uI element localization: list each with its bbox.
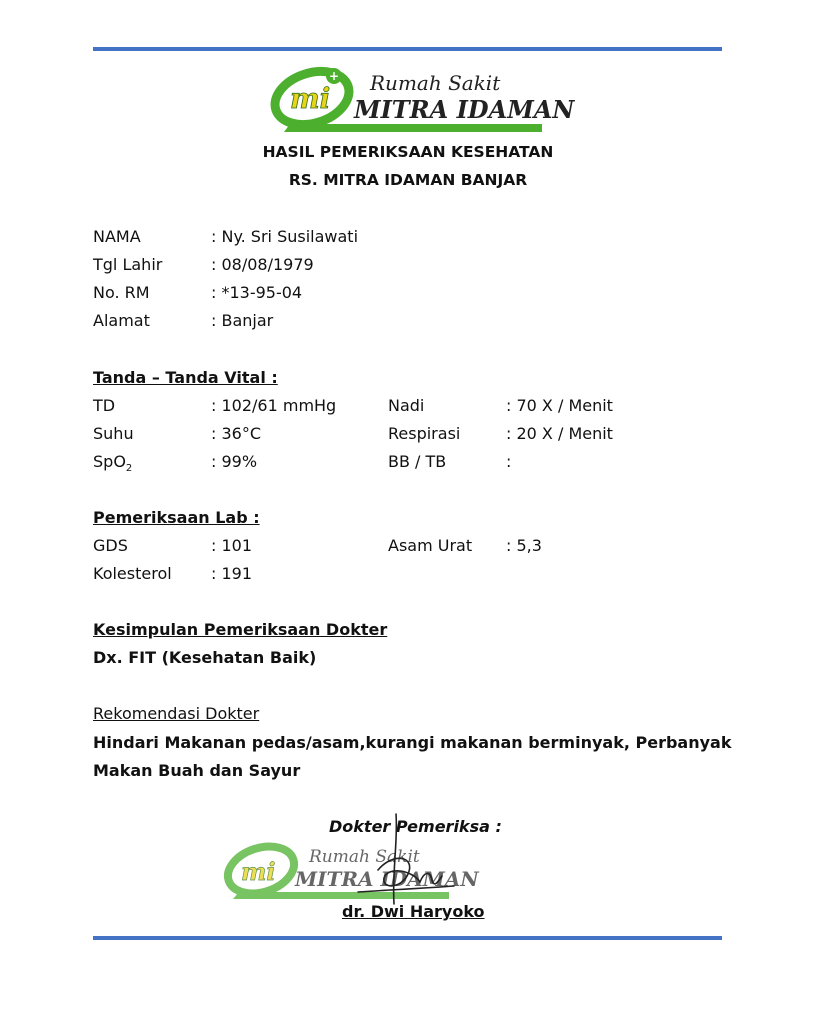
birthdate-value: : 08/08/1979: [211, 255, 314, 274]
doctor-name: dr. Dwi Haryoko: [342, 902, 485, 921]
spo2-value: : 99%: [211, 452, 258, 471]
spo2-label: [93, 452, 132, 479]
conclusion-text: Dx. FIT (Kesehatan Baik): [93, 648, 317, 667]
gds-label: GDS: [93, 536, 128, 555]
bbtb-label: BB / TB: [388, 452, 447, 471]
respirasi-label: Respirasi: [388, 424, 461, 443]
td-label: TD: [93, 396, 116, 415]
bbtb-value: :: [506, 452, 512, 471]
recommendation-heading: Rekomendasi Dokter: [93, 704, 260, 723]
suhu-value: : 36°C: [211, 424, 262, 443]
address-label: Alamat: [93, 311, 150, 330]
top-rule: [93, 47, 722, 51]
hospital-logo: [270, 62, 575, 138]
respirasi-value: : 20 X / Menit: [506, 424, 613, 443]
medical-record-value: : *13-95-04: [211, 283, 303, 302]
recommendation-line2: Makan Buah dan Sayur: [93, 761, 301, 780]
recommendation-line1: Hindari Makanan pedas/asam,kurangi makanan berminyak, Perbanyak: [93, 733, 732, 752]
bottom-rule: [93, 936, 722, 940]
asam-urat-label: Asam Urat: [388, 536, 473, 555]
vitals-heading: Tanda – Tanda Vital :: [93, 368, 278, 387]
nadi-value: : 70 X / Menit: [506, 396, 613, 415]
document-title: HASIL PEMERIKSAAN KESEHATAN: [262, 143, 554, 161]
doctor-label: Dokter Pemeriksa :: [329, 817, 502, 836]
patient-name-label: NAMA: [93, 227, 141, 246]
asam-urat-value: : 5,3: [506, 536, 542, 555]
logo-mark: mi: [290, 82, 331, 115]
kolesterol-label: Kolesterol: [93, 564, 172, 583]
logo-line2: MITRA IDAMAN: [354, 95, 575, 124]
nadi-label: Nadi: [388, 396, 425, 415]
spo2-label-text: SpO: [93, 452, 126, 471]
td-value: : 102/61 mmHg: [211, 396, 337, 415]
medical-record-label: No. RM: [93, 283, 150, 302]
lab-heading: Pemeriksaan Lab :: [93, 508, 260, 527]
logo-line1: Rumah Sakit: [370, 71, 501, 95]
birthdate-label: Tgl Lahir: [93, 255, 163, 274]
suhu-label: Suhu: [93, 424, 134, 443]
stamp-logo-line2: MITRA IDAMAN: [295, 867, 479, 891]
gds-value: : 101: [211, 536, 253, 555]
kolesterol-value: : 191: [211, 564, 253, 583]
patient-name-value: : Ny. Sri Susilawati: [211, 227, 359, 246]
conclusion-heading: Kesimpulan Pemeriksaan Dokter: [93, 620, 388, 639]
spo2-subscript: 2: [125, 463, 133, 475]
svg-text:+: +: [328, 69, 340, 83]
stamp-logo-mark: mi: [241, 857, 276, 886]
address-value: : Banjar: [211, 311, 274, 330]
stamp-logo-line1: Rumah Sakit: [309, 847, 420, 867]
document-subtitle: RS. MITRA IDAMAN BANJAR: [288, 171, 528, 189]
